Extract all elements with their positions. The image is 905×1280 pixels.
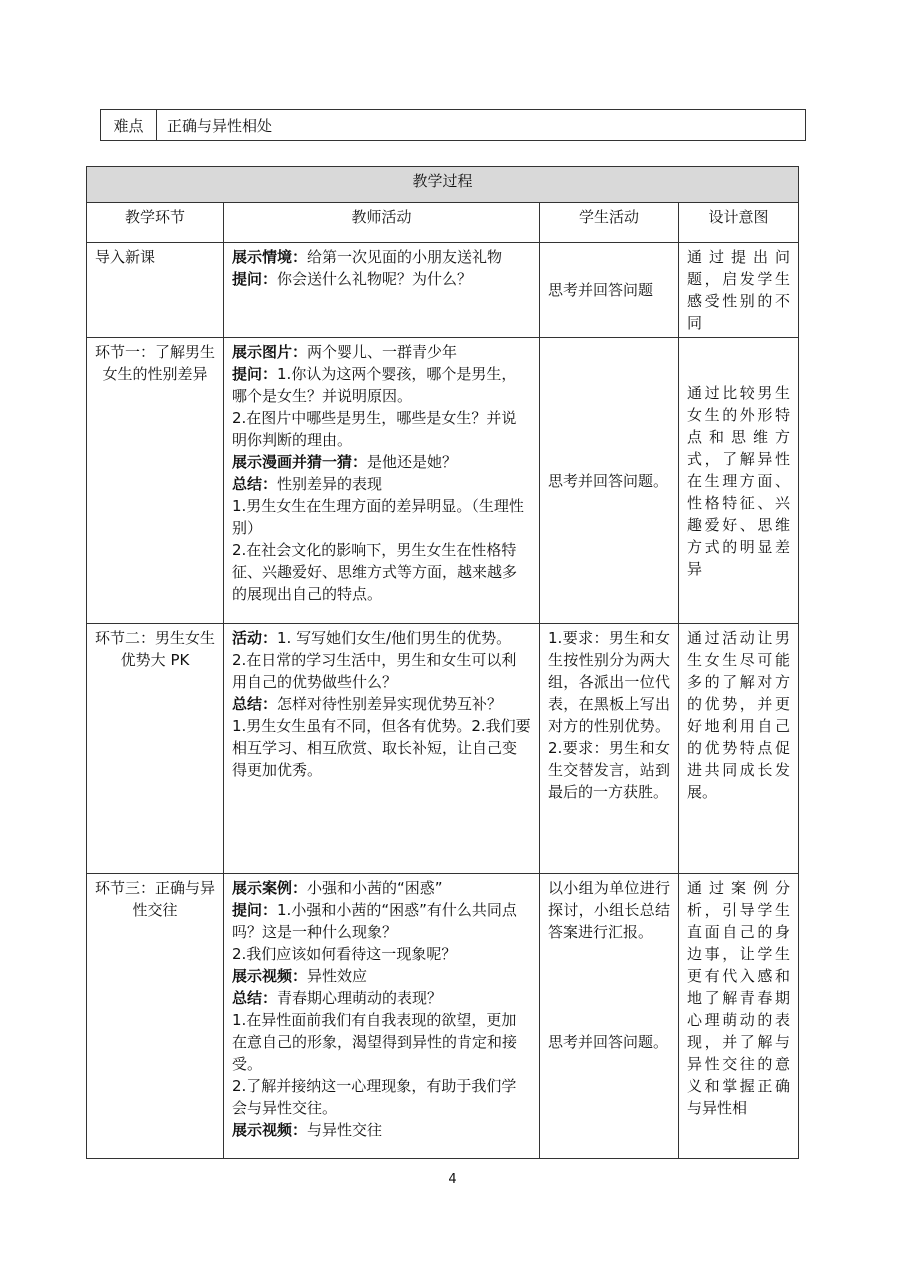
teaching-process-table bbox=[86, 166, 799, 1159]
header-teacher: 教师活动 bbox=[224, 203, 540, 243]
teacher-cell: 展示情境：给第一次见面的小朋友送礼物 提问：你会送什么礼物呢？为什么？ bbox=[224, 243, 540, 338]
design-cell: 通过活动让男生女生尽可能多的了解对方的优势，并更好地利用自己的优势特点促进共同成长发展。 bbox=[679, 624, 799, 874]
phase-cell: 导入新课 bbox=[87, 243, 224, 338]
design-cell: 通过提出问题，启发学生感受性别的不同 bbox=[679, 243, 799, 338]
teacher-cell: 活动：1. 写写她们女生/他们男生的优势。 2.在日常的学习生活中，男生和女生可以利用自己的优势做些什么？ 总结：怎样对待性别差异实现优势互补？ 1.男生女生虽有不同，但各有优势。2.我们要相互学习、相互欣赏、取长补短，让自己变得更加优秀。 bbox=[224, 624, 540, 874]
difficulty-row bbox=[100, 109, 806, 141]
table-row bbox=[87, 874, 799, 1159]
student-cell: 思考并回答问题 bbox=[540, 243, 679, 338]
design-cell: 通过比较男生女生的外形特点和思维方式，了解异性在生理方面、性格特征、兴趣爱好、思维方式的明显差异 bbox=[679, 338, 799, 624]
teacher-cell: 展示图片：两个婴儿、一群青少年 提问：1.你认为这两个婴孩，哪个是男生，哪个是女生？并说明原因。 2.在图片中哪些是男生，哪些是女生？并说明你判断的理由。 展示漫画并猜一猜：是他还是她？ 总结：性别差异的表现 1.男生女生在生理方面的差异明显。（生理性别） 2.在社会文化的影响下，男生女生在性格特征、兴趣爱好、思维方式等方面，越来越多的展现出自己的特点。 bbox=[224, 338, 540, 624]
design-cell: 通过案例分析，引导学生直面自己的身边事，让学生更有代入感和地了解青春期心理萌动的表现，并了解与异性交往的意义和掌握正确与异性相 bbox=[679, 874, 799, 1159]
header-student: 学生活动 bbox=[540, 203, 679, 243]
table-row bbox=[87, 624, 799, 874]
student-cell: 1.要求：男生和女生按性别分为两大组，各派出一位代表，在黑板上写出对方的性别优势。2.要求：男生和女生交替发言，站到最后的一方获胜。 bbox=[540, 624, 679, 874]
table-header-row bbox=[87, 203, 799, 243]
table-title-row bbox=[87, 167, 799, 203]
table-row bbox=[87, 243, 799, 338]
student-cell: 以小组为单位进行探讨，小组长总结答案进行汇报。 思考并回答问题。 bbox=[540, 874, 679, 1159]
table-row bbox=[87, 338, 799, 624]
phase-cell: 环节三：正确与异性交往 bbox=[87, 874, 224, 1159]
difficulty-label: 难点 bbox=[101, 110, 157, 140]
phase-cell: 环节一：了解男生女生的性别差异 bbox=[87, 338, 224, 624]
teacher-cell: 展示案例：小强和小茜的“困惑” 提问：1.小强和小茜的“困惑”有什么共同点吗？这是一种什么现象？ 2.我们应该如何看待这一现象呢？ 展示视频：异性效应 总结：青春期心理萌动的表现？ 1.在异性面前我们有自我表现的欲望，更加在意自己的形象，渴望得到异性的肯定和接受。 2.了解并接纳这一心理现象，有助于我们学会与异性交往。 展示视频：与异性交往 bbox=[224, 874, 540, 1159]
header-design: 设计意图 bbox=[679, 203, 799, 243]
phase-cell: 环节二：男生女生优势大 PK bbox=[87, 624, 224, 874]
process-title: 教学过程 bbox=[87, 167, 799, 203]
student-cell: 思考并回答问题。 bbox=[540, 338, 679, 624]
header-phase: 教学环节 bbox=[87, 203, 224, 243]
difficulty-value: 正确与异性相处 bbox=[167, 116, 273, 135]
page-number: 4 bbox=[448, 1172, 457, 1187]
